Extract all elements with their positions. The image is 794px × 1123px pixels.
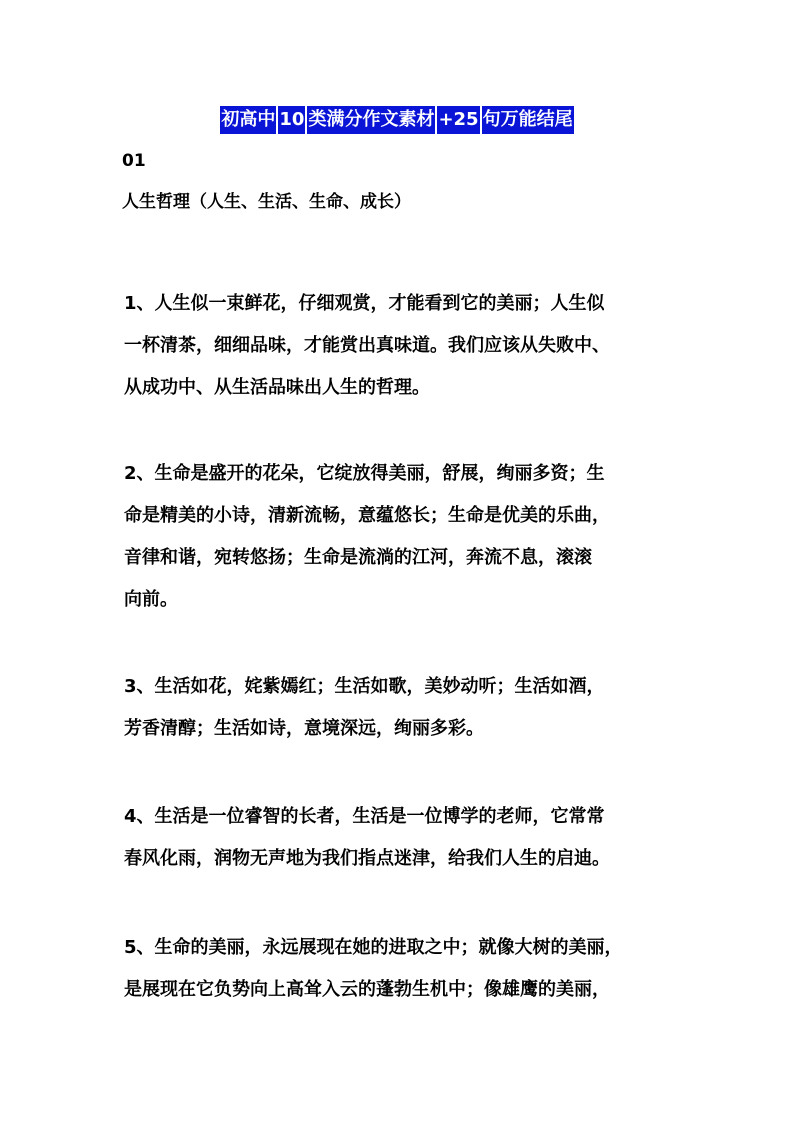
- paragraph-line: 1、人生似一束鲜花，仔细观赏，才能看到它的美丽；人生似: [124, 293, 605, 314]
- title-part: 10: [278, 106, 305, 134]
- paragraph-2: [124, 453, 684, 621]
- title-part: 类满分作文素材: [307, 106, 435, 134]
- paragraph-line: 春风化雨，润物无声地为我们指点迷津，给我们人生的启迪。: [124, 848, 610, 869]
- title-part: +25: [437, 106, 479, 134]
- paragraph-line: 命是精美的小诗，清新流畅，意蕴悠长；生命是优美的乐曲，: [124, 505, 610, 526]
- paragraph-4: [124, 796, 684, 880]
- title-part: 句万能结尾: [482, 106, 574, 134]
- paragraph-line: 从成功中、从生活品味出人生的哲理。: [124, 377, 430, 398]
- section-number: 01: [122, 151, 146, 171]
- paragraph-line: 向前。: [124, 589, 178, 610]
- paragraph-3: [124, 666, 684, 750]
- paragraph-line: 音律和谐，宛转悠扬；生命是流淌的江河，奔流不息，滚滚: [124, 547, 592, 568]
- paragraph-1: [124, 283, 684, 409]
- paragraph-line: 3、生活如花，姹紫嫣红；生活如歌，美妙动听；生活如酒，: [124, 676, 605, 697]
- paragraph-5: [124, 927, 684, 1011]
- section-heading: 人生哲理（人生、生活、生命、成长）: [122, 192, 411, 212]
- title-part: 初高中: [220, 106, 276, 134]
- document-title: [0, 106, 794, 134]
- paragraph-line: 4、生活是一位睿智的长者，生活是一位博学的老师，它常常: [124, 806, 605, 827]
- paragraph-line: 2、生命是盛开的花朵，它绽放得美丽，舒展，绚丽多资；生: [124, 463, 605, 484]
- paragraph-line: 芳香清醇；生活如诗，意境深远，绚丽多彩。: [124, 718, 484, 739]
- paragraph-line: 是展现在它负势向上高耸入云的蓬勃生机中；像雄鹰的美丽，: [124, 979, 610, 1000]
- paragraph-line: 5、生命的美丽，永远展现在她的进取之中；就像大树的美丽，: [124, 937, 623, 958]
- paragraph-line: 一杯清茶，细细品味，才能赏出真味道。我们应该从失败中、: [124, 335, 610, 356]
